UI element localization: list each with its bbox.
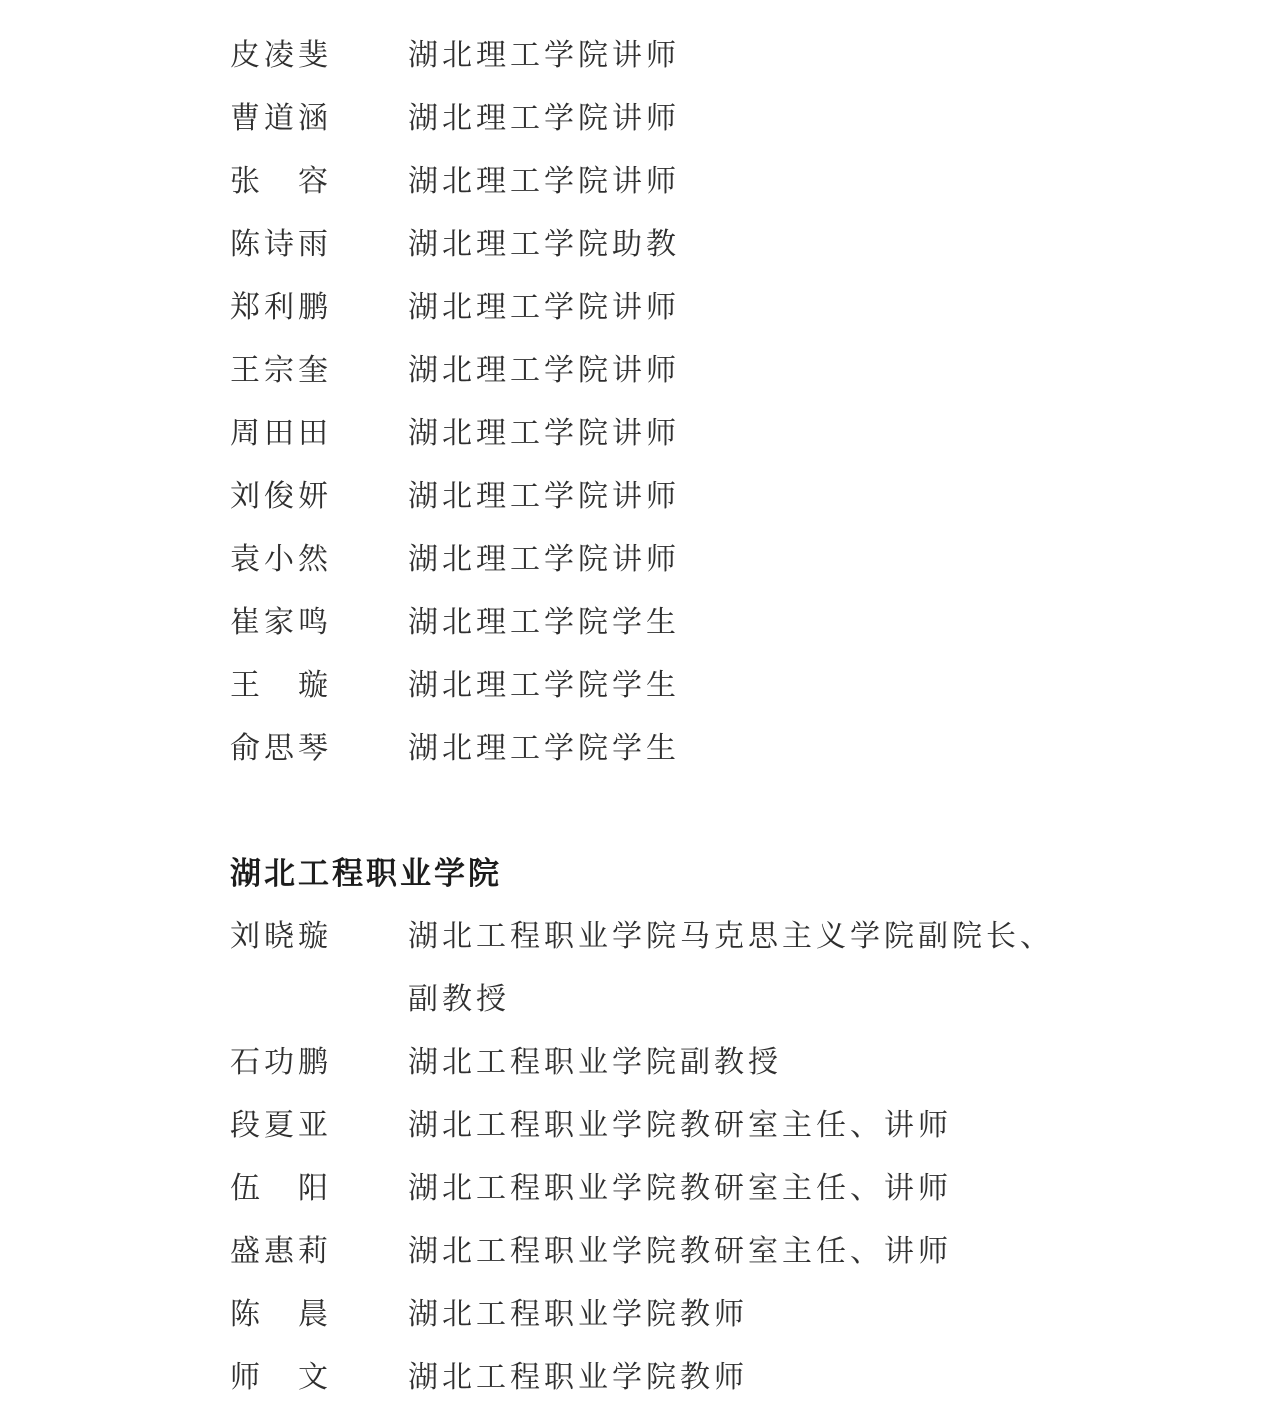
- person-title: 湖北理工学院讲师: [408, 165, 680, 198]
- person-name: 王宗奎: [230, 354, 332, 387]
- person-title: 湖北理工学院讲师: [408, 102, 680, 135]
- person-name: 段夏亚: [230, 1109, 332, 1142]
- section-heading: 湖北工程职业学院: [230, 856, 502, 891]
- person-name: 石功鹏: [230, 1046, 332, 1079]
- person-name: 伍 阳: [230, 1172, 332, 1205]
- list-item: [230, 402, 1240, 465]
- list-item: [230, 1220, 1240, 1283]
- list-item: [230, 591, 1240, 654]
- list-item: [230, 1346, 1240, 1409]
- list-item: [230, 654, 1240, 717]
- person-name: 俞思琴: [230, 732, 332, 765]
- person-title: 湖北工程职业学院教研室主任、讲师: [408, 1235, 952, 1268]
- list-item: [230, 1157, 1240, 1220]
- person-name: 刘俊妍: [230, 480, 332, 513]
- person-name: 刘晓璇: [230, 920, 332, 953]
- person-title: 湖北理工学院讲师: [408, 354, 680, 387]
- person-name: 王 璇: [230, 669, 332, 702]
- list-item: [230, 24, 1240, 87]
- person-name: 郑利鹏: [230, 291, 332, 324]
- list-item: [230, 87, 1240, 150]
- list-item: [230, 1283, 1240, 1346]
- person-title: 湖北理工学院讲师: [408, 417, 680, 450]
- list-item: [230, 213, 1240, 276]
- person-title: 湖北理工学院学生: [408, 669, 680, 702]
- person-name: 张 容: [230, 165, 332, 198]
- person-title: 湖北理工学院讲师: [408, 480, 680, 513]
- list-item: [230, 339, 1240, 402]
- person-name: 袁小然: [230, 543, 332, 576]
- person-name: 崔家鸣: [230, 606, 332, 639]
- person-name: 陈诗雨: [230, 228, 332, 261]
- person-title: 湖北理工学院讲师: [408, 543, 680, 576]
- list-item: [230, 1094, 1240, 1157]
- person-title: 湖北工程职业学院教研室主任、讲师: [408, 1172, 952, 1205]
- list-item: [230, 1031, 1240, 1094]
- person-name: 师 文: [230, 1361, 332, 1394]
- list-item: [230, 465, 1240, 528]
- person-name: 周田田: [230, 417, 332, 450]
- list-item: [230, 276, 1240, 339]
- person-title: 湖北工程职业学院教研室主任、讲师: [408, 1109, 952, 1142]
- list-item: [230, 528, 1240, 591]
- person-title: 湖北工程职业学院教师: [408, 1298, 748, 1331]
- list-item: [230, 717, 1240, 780]
- name-title-list: [230, 24, 1240, 1409]
- person-title: 湖北理工学院学生: [408, 606, 680, 639]
- person-title: 湖北理工学院讲师: [408, 39, 680, 72]
- person-name: 陈 晨: [230, 1298, 332, 1331]
- list-item: [230, 150, 1240, 213]
- person-title: 湖北工程职业学院教师: [408, 1361, 748, 1394]
- person-title: 湖北理工学院助教: [408, 228, 680, 261]
- list-item: [230, 905, 1240, 1031]
- person-name: 曹道涵: [230, 102, 332, 135]
- person-title: 湖北工程职业学院副教授: [408, 1046, 782, 1079]
- person-name: 盛惠莉: [230, 1235, 332, 1268]
- person-title: 湖北工程职业学院马克思主义学院副院长、副教授: [408, 920, 1054, 1016]
- person-name: 皮凌斐: [230, 39, 332, 72]
- person-title: 湖北理工学院讲师: [408, 291, 680, 324]
- person-title: 湖北理工学院学生: [408, 732, 680, 765]
